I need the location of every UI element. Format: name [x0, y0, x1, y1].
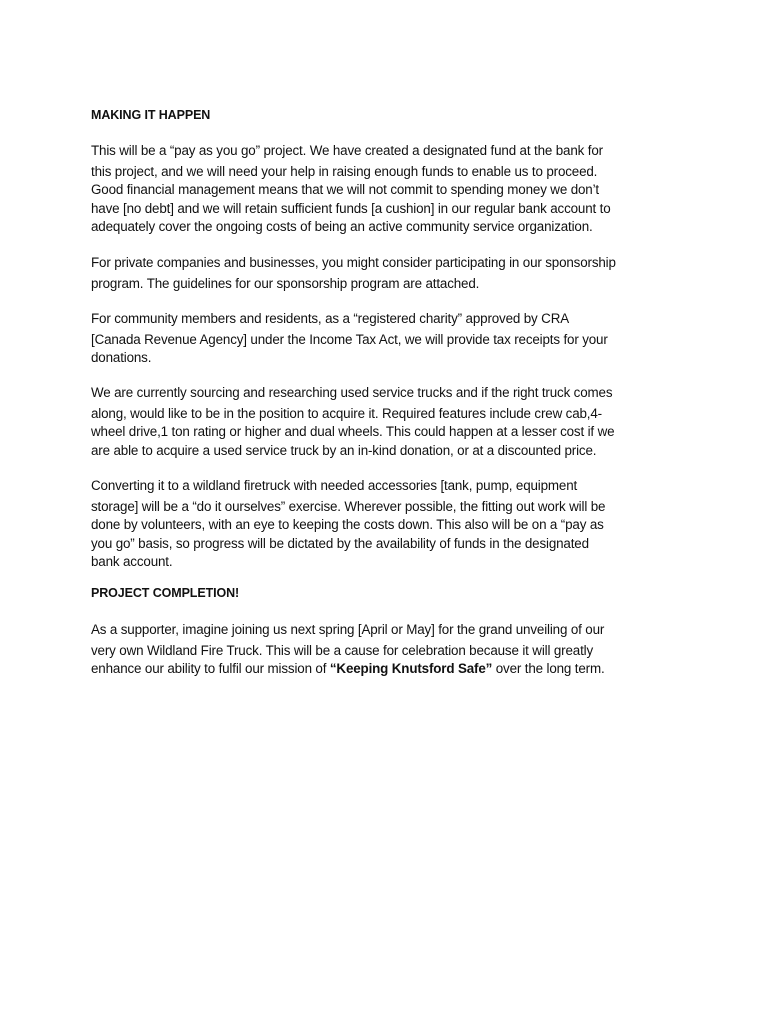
text-line: are able to acquire a used service truck by an in-kind donation, or at a discounted price. — [91, 443, 597, 458]
text-line: very own Wildland Fire Truck. This will be a cause for celebration because it will greatly — [91, 643, 594, 658]
text-line: along, would like to be in the position to acquire it. Required features include crew cab,4- — [91, 406, 602, 421]
text-line: adequately cover the ongoing costs of being an active community service organization. — [91, 219, 593, 234]
text-line: We are currently sourcing and researching used service trucks and if the right truck comes — [91, 385, 613, 400]
text-line: Converting it to a wildland firetruck with needed accessories [tank, pump, equipment — [91, 478, 578, 493]
text-line: bank account. — [91, 554, 173, 569]
text-line: This will be a “pay as you go” project. We have created a designated fund at the bank for — [91, 143, 603, 158]
section-heading-making-it-happen: MAKING IT HAPPEN — [91, 108, 211, 122]
section-heading-project-completion: PROJECT COMPLETION! — [91, 586, 240, 600]
text-line: done by volunteers, with an eye to keeping the costs down. This also will be on a “pay as — [91, 517, 604, 532]
mission-slogan: “Keeping Knutsford Safe” — [329, 661, 493, 676]
text-line: you go” basis, so progress will be dictated by the availability of funds in the designated — [91, 536, 589, 551]
text-line: As a supporter, imagine joining us next spring [April or May] for the grand unveiling of our — [91, 622, 605, 637]
text-line: donations. — [91, 350, 152, 365]
text-line: For community members and residents, as a “registered charity” approved by CRA — [91, 311, 569, 326]
text-line: program. The guidelines for our sponsorship program are attached. — [91, 276, 480, 291]
mission-text-after: over the long term. — [492, 661, 605, 676]
mission-text-before: enhance our ability to fulfil our mission of — [91, 661, 330, 676]
text-line: have [no debt] and we will retain sufficient funds [a cushion] in our regular bank account to — [91, 201, 611, 216]
text-line: [Canada Revenue Agency] under the Income Tax Act, we will provide tax receipts for your — [91, 332, 608, 347]
text-line: storage] will be a “do it ourselves” exercise. Wherever possible, the fitting out work will be — [91, 499, 606, 514]
text-line: Good financial management means that we will not commit to spending money we don’t — [91, 182, 599, 197]
text-line: wheel drive,1 ton rating or higher and dual wheels. This could happen at a lesser cost if we — [91, 424, 615, 439]
text-line: this project, and we will need your help in raising enough funds to enable us to proceed. — [91, 164, 598, 179]
text-line: For private companies and businesses, you might consider participating in our sponsorship — [91, 255, 616, 270]
text-line-mission — [91, 661, 605, 676]
